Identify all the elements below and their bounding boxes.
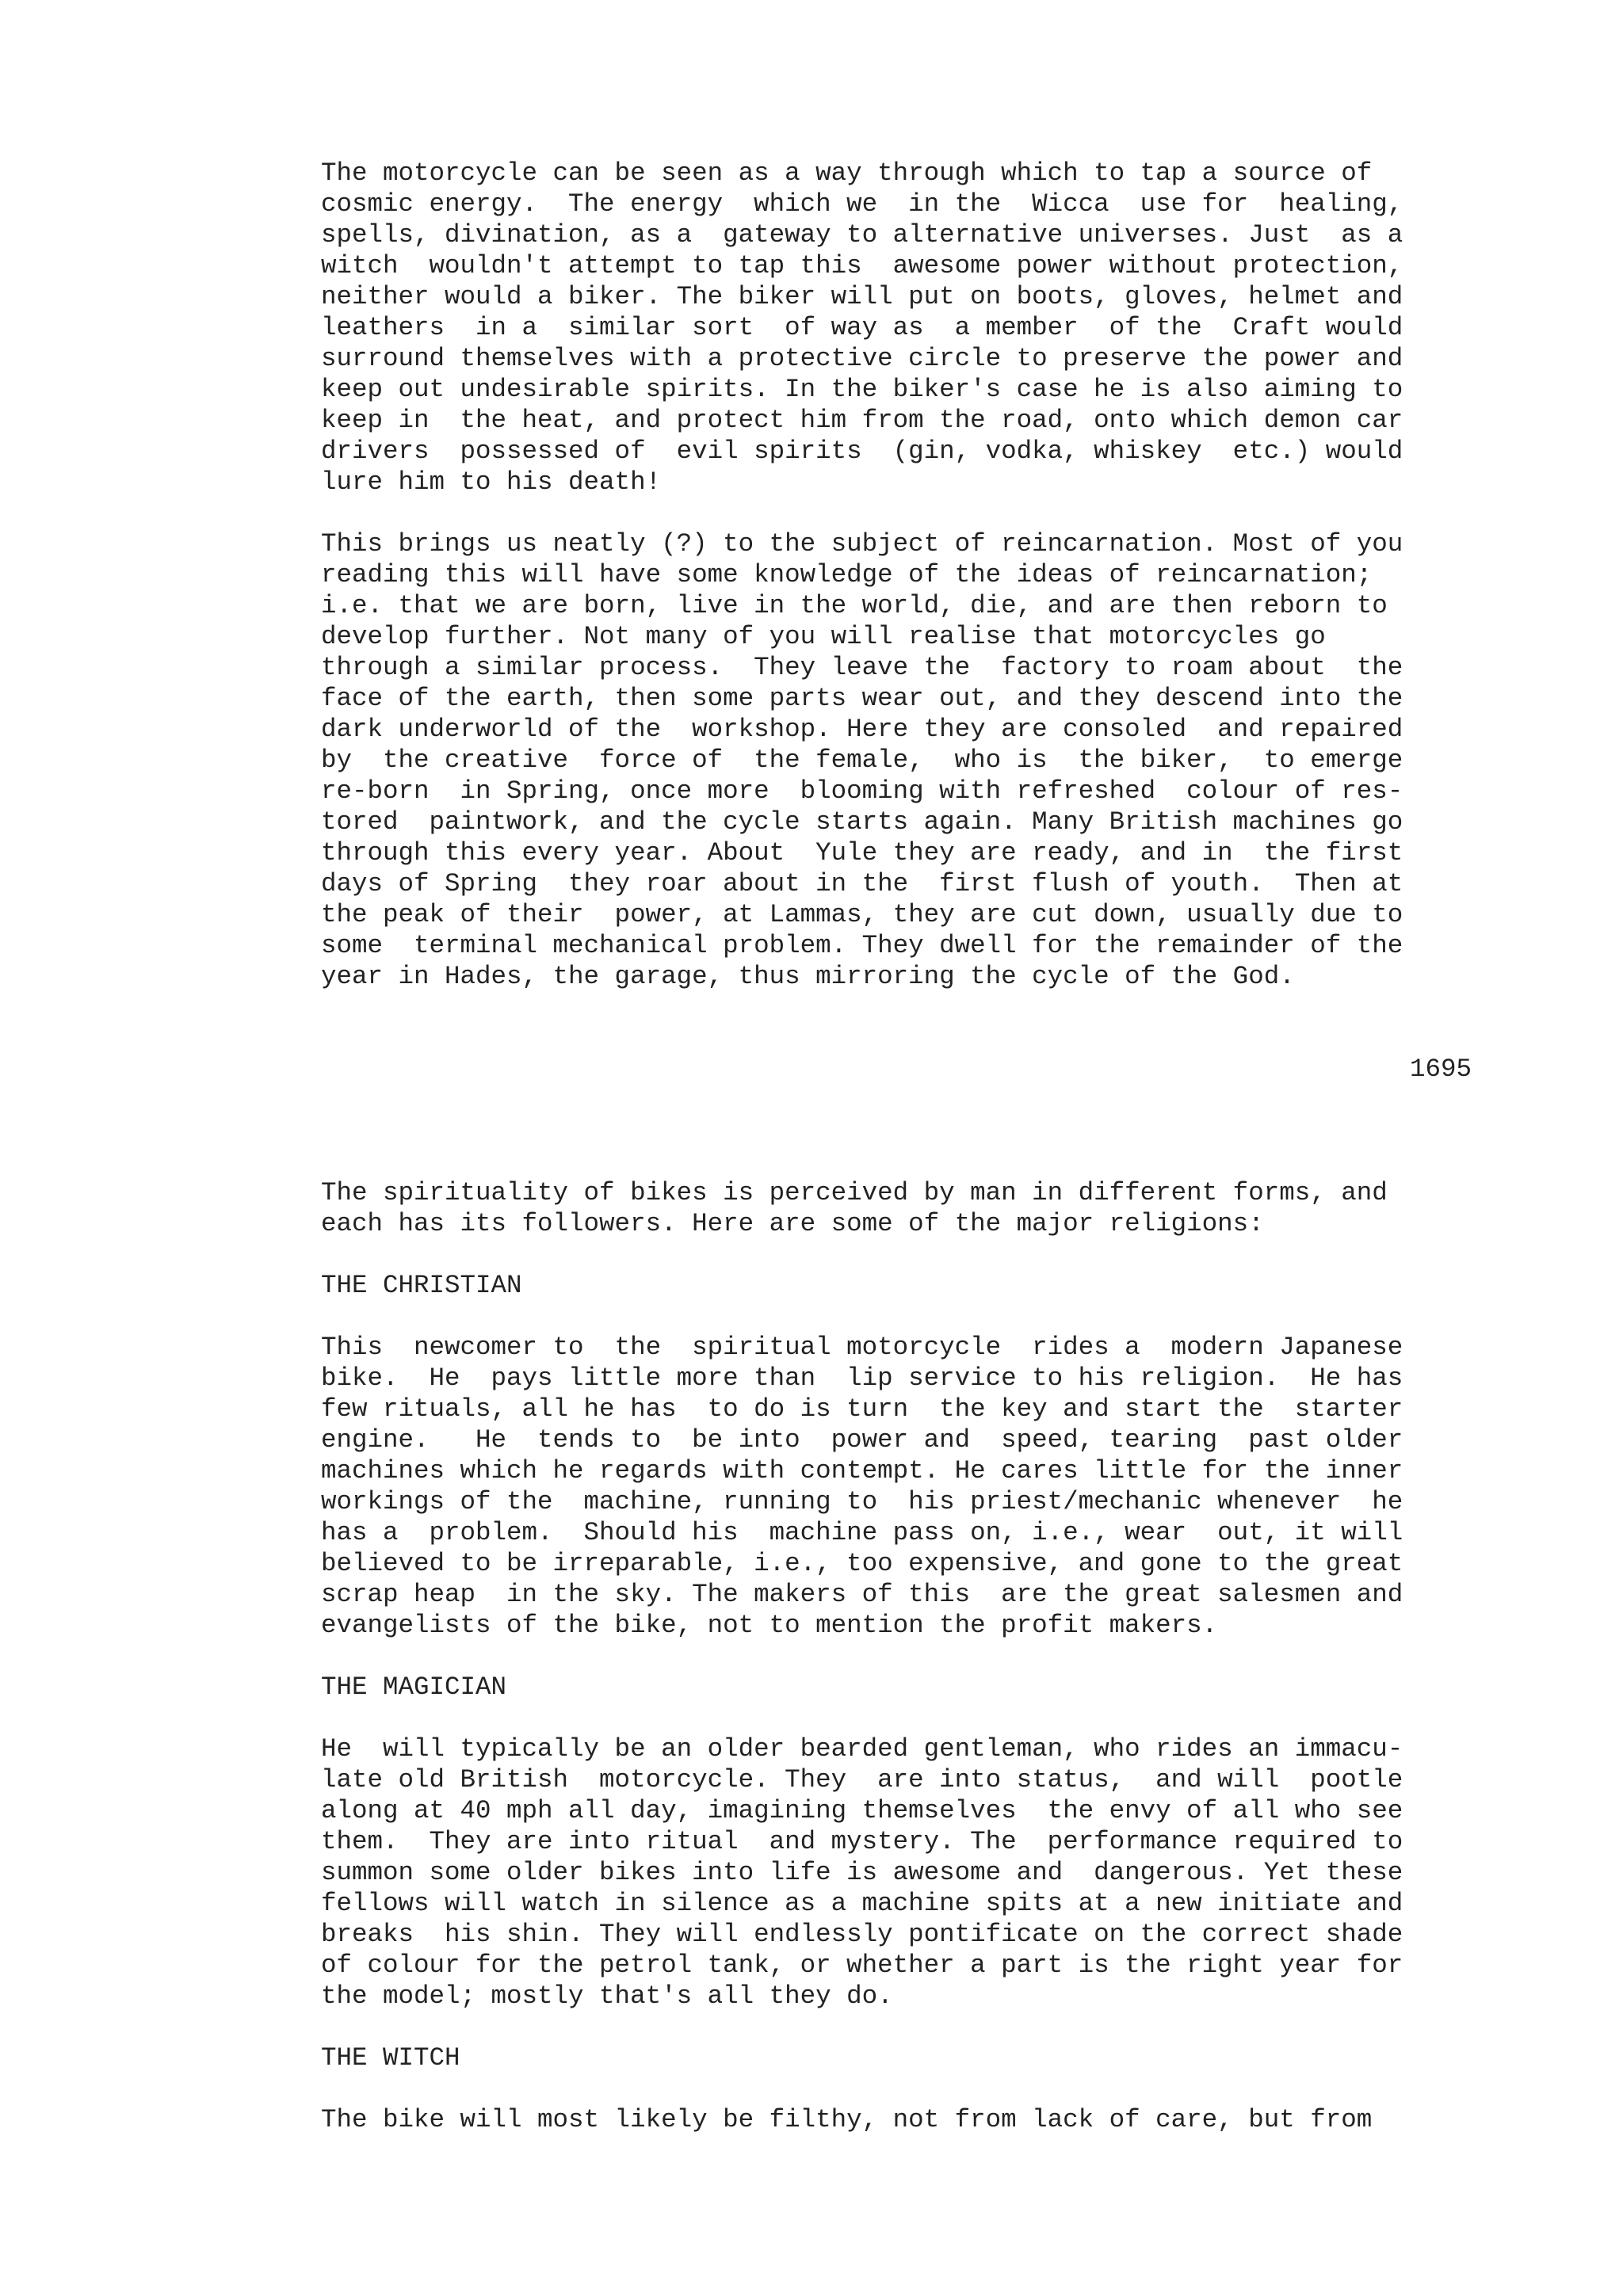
text-line: along at 40 mph all day, imagining themselves the envy of all who see (321, 1796, 1403, 1825)
text-line: the peak of their power, at Lammas, they are cut down, usually due to (321, 900, 1403, 929)
text-line: believed to be irreparable, i.e., too expensive, and gone to the great (321, 1549, 1403, 1578)
text-line: tored paintwork, and the cycle starts again. Many British machines go (321, 807, 1403, 837)
text-line: The spirituality of bikes is perceived by man in different forms, and (321, 1178, 1388, 1207)
text-line: through a similar process. They leave the factory to roam about the (321, 653, 1403, 682)
paragraph-reincarnation (321, 528, 1478, 992)
text-line: dark underworld of the workshop. Here they are consoled and repaired (321, 715, 1403, 744)
paragraph-motorcycle-energy (321, 158, 1478, 498)
text-line: i.e. that we are born, live in the world, die, and are then reborn to (321, 591, 1388, 620)
text-line: He will typically be an older bearded gentleman, who rides an immacu- (321, 1734, 1403, 1764)
text-line: few rituals, all he has to do is turn the key and start the starter (321, 1394, 1403, 1424)
text-line: bike. He pays little more than lip service to his religion. He has (321, 1363, 1403, 1393)
text-line: some terminal mechanical problem. They dwell for the remainder of the (321, 931, 1403, 960)
text-line: neither would a biker. The biker will put on boots, gloves, helmet and (321, 282, 1403, 311)
text-line: late old British motorcycle. They are into status, and will pootle (321, 1765, 1403, 1794)
document-page (321, 158, 1478, 2135)
text-line: by the creative force of the female, who is the biker, to emerge (321, 746, 1403, 775)
paragraph-christian (321, 1332, 1478, 1641)
text-line: each has its followers. Here are some of the major religions: (321, 1209, 1264, 1238)
text-line: drivers possessed of evil spirits (gin, vodka, whiskey etc.) would (321, 437, 1403, 466)
text-line: summon some older bikes into life is awesome and dangerous. Yet these (321, 1858, 1403, 1887)
text-line: reading this will have some knowledge of the ideas of reincarnation; (321, 560, 1373, 589)
text-line: has a problem. Should his machine pass on, i.e., wear out, it will (321, 1518, 1403, 1547)
text-line: fellows will watch in silence as a machine spits at a new initiate and (321, 1889, 1403, 1918)
text-line: surround themselves with a protective circle to preserve the power and (321, 344, 1403, 373)
text-line: keep out undesirable spirits. In the biker's case he is also aiming to (321, 375, 1403, 404)
text-line: workings of the machine, running to his priest/mechanic whenever he (321, 1487, 1403, 1516)
text-line: lure him to his death! (321, 467, 662, 497)
section-heading-magician: THE MAGICIAN (321, 1672, 507, 1702)
text-line: days of Spring they roar about in the first flush of youth. Then at (321, 869, 1403, 898)
page-number: 1695 (1409, 1055, 1472, 1084)
text-line: evangelists of the bike, not to mention the profit makers. (321, 1611, 1218, 1640)
text-line: face of the earth, then some parts wear out, and they descend into the (321, 684, 1403, 713)
text-line: keep in the heat, and protect him from the road, onto which demon car (321, 406, 1403, 435)
section-heading-witch: THE WITCH (321, 2043, 460, 2073)
text-line: This newcomer to the spiritual motorcycle rides a modern Japanese (321, 1333, 1403, 1362)
text-line: develop further. Not many of you will realise that motorcycles go (321, 622, 1326, 651)
text-line: of colour for the petrol tank, or whether a part is the right year for (321, 1951, 1403, 1980)
text-line: breaks his shin. They will endlessly pontificate on the correct shade (321, 1920, 1403, 1949)
text-line: The motorcycle can be seen as a way through which to tap a source of (321, 158, 1373, 188)
paragraph-intro (321, 1177, 1478, 1239)
text-line: them. They are into ritual and mystery. The performance required to (321, 1827, 1403, 1856)
paragraph-witch (321, 2104, 1478, 2135)
text-line: leathers in a similar sort of way as a member of the Craft would (321, 313, 1403, 342)
text-line: This brings us neatly (?) to the subject of reincarnation. Most of you (321, 529, 1403, 559)
text-line: scrap heap in the sky. The makers of this are the great salesmen and (321, 1580, 1403, 1609)
text-line: through this every year. About Yule they are ready, and in the first (321, 838, 1403, 868)
text-line: cosmic energy. The energy which we in the Wicca use for healing, (321, 189, 1403, 219)
text-line: re-born in Spring, once more blooming with refreshed colour of res- (321, 776, 1403, 806)
text-line: spells, divination, as a gateway to alternative universes. Just as a (321, 220, 1403, 250)
text-line: The bike will most likely be filthy, not from lack of care, but from (321, 2105, 1373, 2134)
text-line: engine. He tends to be into power and speed, tearing past older (321, 1425, 1403, 1455)
text-line: machines which he regards with contempt. He cares little for the inner (321, 1456, 1403, 1486)
text-line: the model; mostly that's all they do. (321, 1981, 893, 2011)
text-line: year in Hades, the garage, thus mirroring the cycle of the God. (321, 962, 1295, 991)
paragraph-magician (321, 1733, 1478, 2012)
section-heading-christian: THE CHRISTIAN (321, 1271, 522, 1300)
text-line: witch wouldn't attempt to tap this awesome power without protection, (321, 251, 1403, 280)
